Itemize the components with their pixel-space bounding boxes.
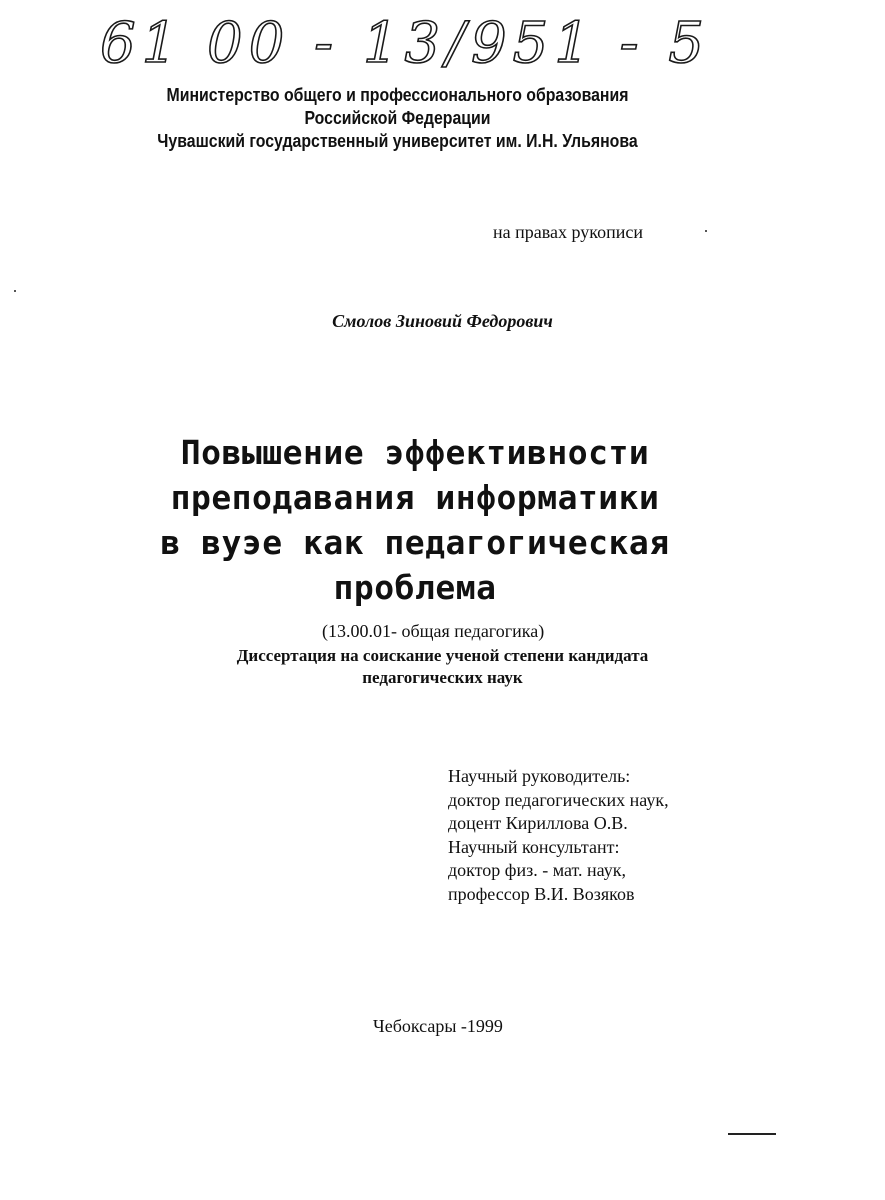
city-year: Чебоксары -1999	[373, 1016, 503, 1036]
ministry-line-1: Министерство общего и профессионального образования	[166, 85, 629, 105]
author-name: Смолов Зиновий Федорович	[332, 311, 553, 331]
advisors-block	[448, 765, 669, 906]
scan-speck	[14, 290, 16, 292]
dissertation-degree	[0, 645, 885, 689]
advisor-line: доцент Кириллова О.В.	[448, 813, 628, 833]
title-line-3: в вуэе как педагогическая	[160, 523, 670, 562]
dissertation-title	[0, 430, 830, 610]
specialty-code: (13.00.01- общая педагогика)	[322, 621, 545, 641]
degree-line-2: педагогических наук	[362, 668, 523, 687]
scan-mark-line	[728, 1133, 776, 1135]
title-line-4: проблема	[333, 568, 497, 607]
advisor-line: Научный руководитель:	[448, 766, 631, 786]
scan-speck	[705, 230, 707, 232]
advisor-line: Научный консультант:	[448, 836, 620, 857]
ministry-line-2: Российской Федерации	[304, 108, 491, 128]
advisor-line: профессор В.И. Возяков	[448, 883, 635, 904]
handwritten-code-text: 61 00 - 13/951 - 5	[100, 11, 711, 76]
advisor-line: доктор педагогических наук,	[448, 789, 669, 810]
manuscript-rights-note: на правах рукописи	[493, 222, 643, 242]
title-line-1: Повышение эффективности	[180, 433, 650, 472]
advisor-line: доктор физ. - мат. наук,	[448, 860, 626, 880]
handwritten-code-drawing	[95, 0, 711, 80]
degree-line-1: Диссертация на соискание ученой степени кандидата	[236, 646, 649, 665]
organization-header	[48, 84, 748, 153]
university-name: Чувашский государственный университет им. И.Н. Ульянова	[157, 131, 638, 151]
handwritten-archive-code	[95, 0, 711, 80]
title-line-2: преподавания информатики	[170, 478, 660, 517]
